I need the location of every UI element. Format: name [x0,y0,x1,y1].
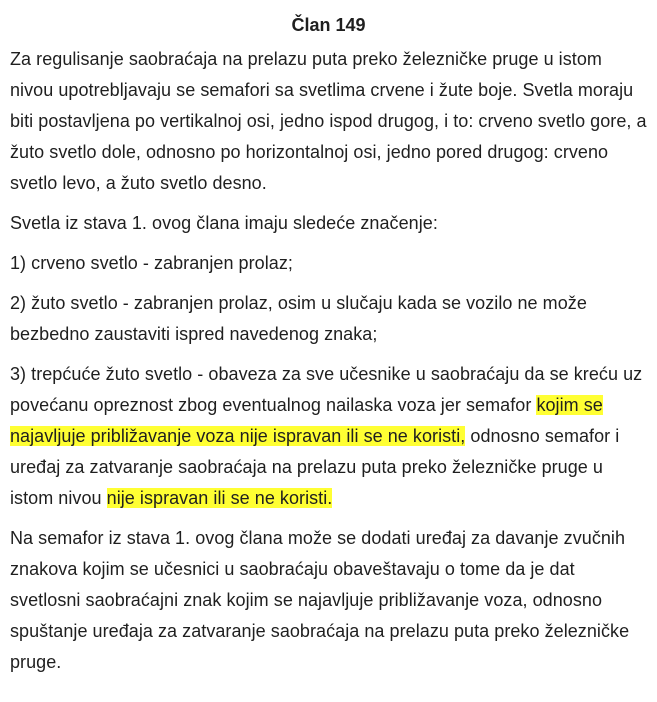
paragraph-text: Na semafor iz stava 1. ovog člana može se dodati uređaj za davanje zvučnih znakova kojim se učesnici u saobraćaju obaveštavaju o tome da je dat svetlosni saobraćajni znak kojim se najavljuje približavanje voza, odnosno spuštanje uređaja za zatvaranje saobraćaja na prelazu puta preko železničke pruge. [10,528,630,672]
article-title: Član 149 [291,15,366,35]
paragraph-text: Svetla iz stava 1. ovog člana imaju sledeće značenje: [10,213,438,233]
paragraph [10,44,647,199]
article-body [10,44,647,678]
paragraph [10,359,647,514]
paragraph [10,208,647,239]
paragraph-text: 1) crveno svetlo - zabranjen prolaz; [10,253,293,273]
highlighted-text: nije ispravan ili se ne koristi. [106,488,333,508]
paragraph [10,523,647,678]
paragraph [10,288,647,350]
paragraph-text: 3) trepćuće žuto svetlo - obaveza za sve učesnike u saobraćaju da se kreću uz povećanu opreznost zbog eventualnog nailaska voza jer semafor [10,364,643,415]
paragraph-text: odnosno semafor i uređaj za zatvaranje saobraćaja na prelazu puta preko železničke pruge u istom nivou [10,426,620,508]
paragraph-text: 2) žuto svetlo - zabranjen prolaz, osim u slučaju kada se vozilo ne može bezbedno zaustaviti ispred navedenog znaka; [10,293,587,344]
paragraph [10,248,647,279]
highlighted-text: kojim se najavljuje približavanje voza nije ispravan ili se ne koristi, [10,395,603,446]
paragraph-text: Za regulisanje saobraćaja na prelazu puta preko železničke pruge u istom nivou upotrebljavaju se semafori sa svetlima crvene i žute boje. Svetla moraju biti postavljena po vertikalnoj osi, jedno ispod drugog, i to: crveno svetlo gore, a žuto svetlo dole, odnosno po horizontalnoj osi, jedno pored drugog: crveno svetlo levo, a žuto svetlo desno. [10,49,647,193]
